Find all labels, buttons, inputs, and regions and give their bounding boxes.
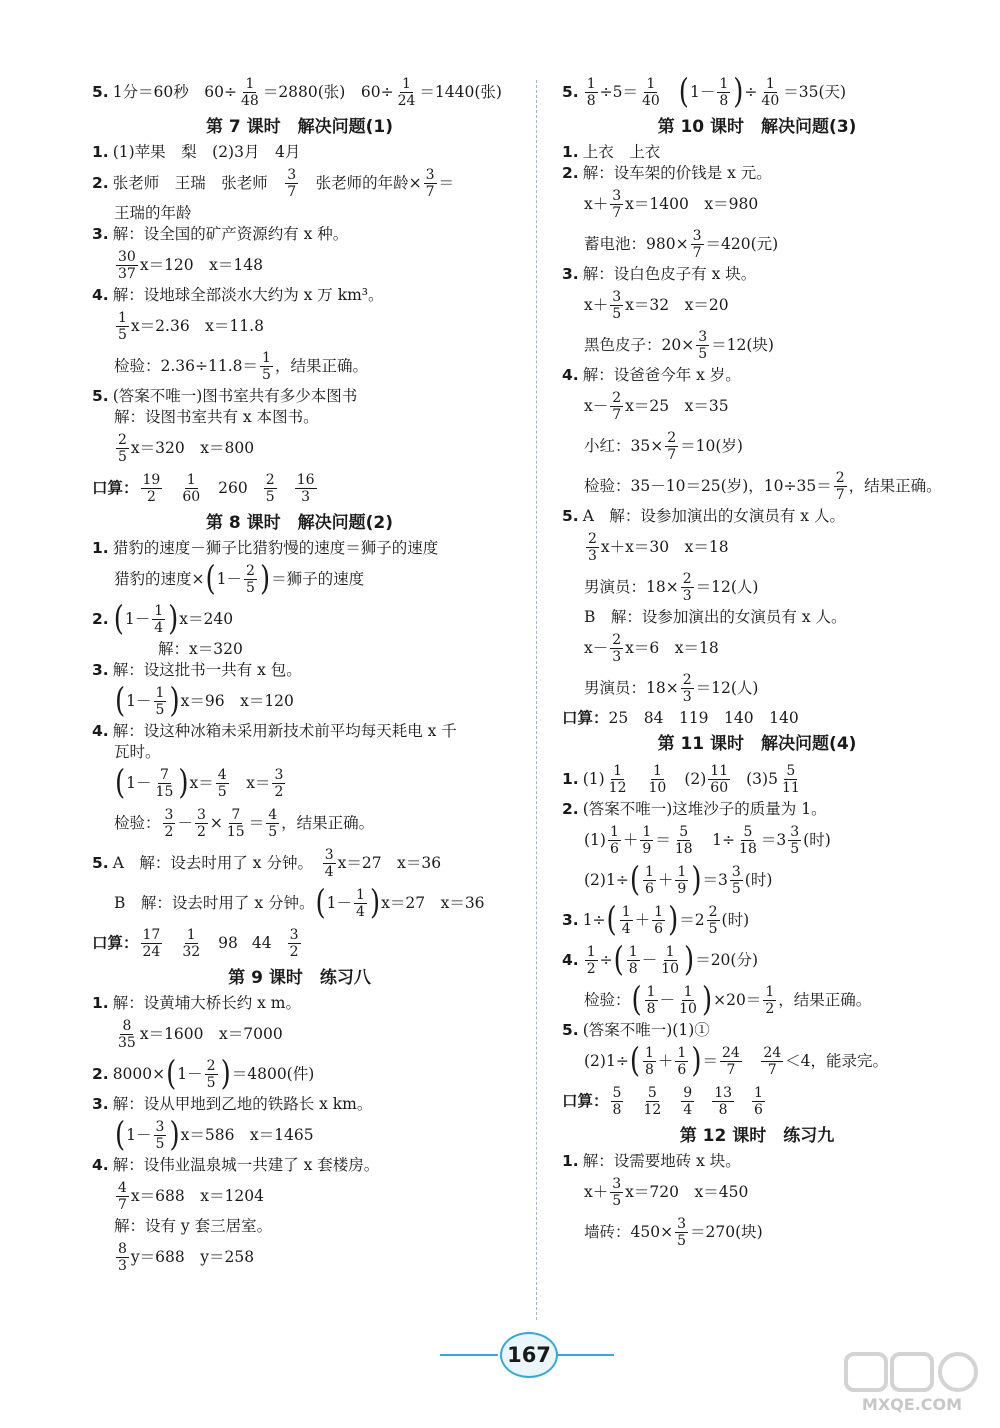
page-number: 167 (500, 1332, 558, 1378)
column-divider (536, 80, 537, 1320)
fraction: $\frac{2}{3}$ (682, 570, 692, 604)
fraction: $\frac{1}{40}$ (641, 75, 660, 109)
fraction: $\frac{3}{2}$ (196, 806, 206, 840)
fraction: $\frac{1}{12}$ (608, 762, 627, 796)
fraction: $\frac{3}{5}$ (731, 863, 741, 897)
equation: $\frac{8}{35}$ x＝1600 x＝7000 (118, 1017, 283, 1051)
fraction: $\frac{3}{2}$ (164, 806, 174, 840)
answer-5: 5. A 解：设参加演出的女演员有 x 人。 (562, 507, 845, 525)
fraction: $\frac{17}{24}$ (142, 926, 161, 960)
answer-1: 1. (1) $\frac{1}{12}$ $\frac{1}{10}$ (2) $\frac{11}{60}$ (3)5 $\frac{5}{11}$ (562, 762, 800, 796)
fraction: $\frac{1}{10}$ (679, 983, 697, 1017)
equation: (2)1÷ ( $\frac{1}{8}$ ＋ $\frac{1}{6}$ ) ＝ $\frac{24}{7}$ $\frac{24}{7}$ ＜4，能录完。 (584, 1041, 889, 1081)
fraction: $\frac{1}{5}$ (118, 309, 127, 343)
answer-5: 5. (答案不唯一)图书室共有多少本图书 (92, 387, 358, 405)
answer-4: 4. 解：设这种冰箱未采用新技术前平均每天耗电 x 千 (92, 722, 457, 740)
equation: (2)1÷ ( $\frac{1}{6}$ ＋ $\frac{1}{9}$ ) ＝3 $\frac{3}{5}$ (时) (584, 860, 773, 900)
fraction: $\frac{3}{4}$ (324, 846, 334, 880)
equation: x＋ $\frac{3}{5}$ x＝720 x＝450 (584, 1175, 749, 1209)
fraction: $\frac{16}{3}$ (296, 471, 315, 505)
fraction: $\frac{1}{10}$ (661, 943, 680, 977)
answer-1: 1. 解：设需要地砖 x 块。 (562, 1152, 741, 1170)
fraction: $\frac{2}{5}$ (246, 562, 255, 596)
equation: $\frac{4}{7}$ x＝688 x＝1204 (118, 1179, 264, 1213)
fraction: $\frac{1}{8}$ (586, 75, 596, 109)
equation: $\frac{8}{3}$ y＝688 y＝258 (118, 1240, 255, 1274)
answer-2: 2. 解：设车架的价钱是 x 元。 (562, 164, 772, 182)
fraction: $\frac{1}{4}$ (356, 886, 365, 920)
fraction: $\frac{5}{18}$ (674, 823, 693, 857)
fraction: $\frac{1}{48}$ (240, 75, 259, 109)
answer-3: 3. 解：设从甲地到乙地的铁路长 x km。 (92, 1095, 373, 1113)
equation: $\frac{1}{5}$ x＝2.36 x＝11.8 (118, 309, 264, 343)
fraction: $\frac{1}{10}$ (648, 762, 667, 796)
fraction: $\frac{11}{60}$ (710, 762, 729, 796)
check: 检验： ( $\frac{1}{8}$ － $\frac{1}{10}$ ) ×20＝ $\frac{1}{2}$ ，结果正确。 (584, 980, 872, 1020)
answer-2-continued: 王瑞的年龄 (114, 204, 192, 222)
equation: 小红：35× $\frac{2}{7}$ ＝10(岁) (584, 429, 743, 463)
fraction: $\frac{2}{5}$ (118, 431, 127, 465)
mental-math: 口算： 25 84 119 140 140 (562, 709, 799, 727)
right-column (562, 72, 952, 1252)
fraction: $\frac{1}{4}$ (621, 903, 631, 937)
equation: 蓄电池：980× $\frac{3}{7}$ ＝420(元) (584, 227, 779, 261)
answer-2: 2. 8000× ( 1－ $\frac{2}{5}$ ) ＝4800(件) (92, 1054, 315, 1094)
fraction: $\frac{8}{35}$ (118, 1017, 136, 1051)
left-column (92, 72, 507, 1277)
equation: x＋ $\frac{3}{5}$ x＝32 x＝20 (584, 288, 729, 322)
equation: (1) $\frac{1}{6}$ ＋ $\frac{1}{9}$ ＝ $\frac{5}{18}$ 1÷ $\frac{5}{18}$ ＝3 $\frac{3}{5}$ (时) (584, 823, 831, 857)
fraction: $\frac{13}{8}$ (714, 1084, 733, 1118)
check: 检验：2.36÷11.8＝ $\frac{1}{5}$ ，结果正确。 (114, 349, 368, 383)
fraction: $\frac{1}{8}$ (644, 1044, 654, 1078)
answer-5: 5. A 解：设去时用了 x 分钟。 $\frac{3}{4}$ x＝27 x＝36 (92, 846, 442, 880)
footer-line-left (440, 1354, 498, 1356)
fraction: $\frac{2}{3}$ (612, 631, 622, 665)
equation: 黑色皮子：20× $\frac{3}{5}$ ＝12(块) (584, 328, 774, 362)
answer-5-b: B 解：设去时用了 x 分钟。 ( 1－ $\frac{1}{4}$ ) x＝27 x＝36 (114, 883, 485, 923)
fraction: $\frac{24}{7}$ (763, 1044, 782, 1078)
equation: ( 1－ $\frac{3}{5}$ ) x＝586 x＝1465 (115, 1115, 314, 1155)
answer-3: 3. 解：设白色皮子有 x 块。 (562, 265, 757, 283)
answer-3: 3. 解：设全国的矿产资源约有 x 种。 (92, 225, 349, 243)
fraction: $\frac{5}{11}$ (781, 762, 800, 796)
fraction: $\frac{1}{8}$ (719, 75, 729, 109)
fraction: $\frac{2}{5}$ (265, 471, 275, 505)
equation: x－ $\frac{2}{3}$ x＝6 x＝18 (584, 631, 719, 665)
fraction: $\frac{1}{32}$ (182, 926, 201, 960)
solution: 解：设有 y 套三居室。 (114, 1217, 273, 1235)
fraction: $\frac{2}{7}$ (835, 469, 845, 503)
fraction: $\frac{3}{7}$ (692, 227, 702, 261)
answer-4: 4. 解：设伟业温泉城一共建了 x 套楼房。 (92, 1156, 380, 1174)
fraction: $\frac{2}{7}$ (612, 389, 622, 423)
equation: 男演员：18× $\frac{2}{3}$ ＝12(人) (584, 570, 759, 604)
fraction: $\frac{4}{5}$ (217, 766, 227, 800)
fraction: $\frac{3}{7}$ (287, 166, 297, 200)
fraction: $\frac{1}{2}$ (586, 943, 596, 977)
answer-4: 4. $\frac{1}{2}$ ÷ ( $\frac{1}{8}$ － $\frac{1}{10}$ ) ＝20(分) (562, 940, 759, 980)
fraction: $\frac{4}{5}$ (268, 806, 278, 840)
fraction: $\frac{1}{6}$ (609, 823, 619, 857)
fraction: $\frac{1}{24}$ (397, 75, 416, 109)
fraction: $\frac{1}{8}$ (628, 943, 638, 977)
check: 检验：35－10＝25(岁)，10÷35＝ $\frac{2}{7}$ ，结果正确。 (584, 469, 942, 503)
fraction: $\frac{1}{8}$ (646, 983, 656, 1017)
fraction: $\frac{3}{5}$ (155, 1118, 165, 1152)
equation: 男演员：18× $\frac{2}{3}$ ＝12(人) (584, 671, 759, 705)
answer-5: 5. 1分＝60秒 60÷ $\frac{1}{48}$ ＝2880(张) 60÷ $\frac{1}{24}$ ＝1440(张) (92, 75, 502, 109)
fraction: $\frac{2}{7}$ (667, 429, 677, 463)
section-title-lesson-11: 第 11 课时 解决问题(4) (657, 734, 857, 754)
answer-2: 2. 张老师 王瑞 张老师 $\frac{3}{7}$ 张老师的年龄× $\frac{3}{7}$ ＝ (92, 166, 455, 200)
answer-5: 5. $\frac{1}{8}$ ÷5＝ $\frac{1}{40}$ ( 1－ $\frac{1}{8}$ ) ÷ $\frac{1}{40}$ ＝35(天) (562, 72, 847, 112)
fraction: $\frac{7}{15}$ (155, 766, 174, 800)
fraction: $\frac{3}{2}$ (274, 766, 284, 800)
fraction: $\frac{5}{8}$ (612, 1084, 622, 1118)
fraction: $\frac{1}{6}$ (754, 1084, 763, 1118)
answer-4: 4. 解：设地球全部淡水大约为 x 万 km³。 (92, 286, 384, 304)
answer-1: 1. 猎豹的速度－狮子比猎豹慢的速度＝狮子的速度 (92, 539, 439, 557)
section-title-lesson-10: 第 10 课时 解决问题(3) (657, 117, 857, 137)
fraction: $\frac{30}{37}$ (118, 248, 136, 282)
answer-4-continued: 瓦时。 (114, 743, 161, 761)
answer-2: 2. (答案不唯一)这堆沙子的质量为 1。 (562, 800, 827, 818)
equation: x－ $\frac{2}{7}$ x＝25 x＝35 (584, 389, 729, 423)
fraction: $\frac{7}{15}$ (226, 806, 245, 840)
fraction: $\frac{3}{5}$ (612, 1175, 622, 1209)
fraction: $\frac{1}{40}$ (761, 75, 780, 109)
equation: $\frac{30}{37}$ x＝120 x＝148 (118, 248, 263, 282)
fraction: $\frac{24}{7}$ (722, 1044, 740, 1078)
equation: x＋ $\frac{3}{7}$ x＝1400 x＝980 (584, 187, 759, 221)
fraction: $\frac{1}{5}$ (262, 349, 271, 383)
fraction: $\frac{1}{5}$ (155, 684, 165, 718)
fraction: $\frac{8}{3}$ (118, 1240, 127, 1274)
solution: 解：x＝320 (158, 640, 243, 658)
fraction: $\frac{3}{5}$ (677, 1215, 686, 1249)
fraction: $\frac{3}{5}$ (698, 328, 708, 362)
check: 检验： $\frac{3}{2}$ － $\frac{3}{2}$ × $\frac{7}{15}$ ＝ $\frac{4}{5}$ ，结果正确。 (114, 806, 375, 840)
answer-3: 3. 1÷ ( $\frac{1}{4}$ ＋ $\frac{1}{6}$ ) ＝2 $\frac{2}{5}$ (时) (562, 900, 750, 940)
answer-3: 3. 解：设这批书一共有 x 包。 (92, 661, 302, 679)
fraction: $\frac{3}{5}$ (612, 288, 622, 322)
watermark-logo (842, 1350, 982, 1416)
fraction: $\frac{9}{4}$ (683, 1084, 693, 1118)
fraction: $\frac{3}{7}$ (425, 166, 435, 200)
section-title-lesson-7: 第 7 课时 解决问题(1) (205, 117, 394, 137)
fraction: $\frac{2}{5}$ (708, 903, 718, 937)
answer-4: 4. 解：设爸爸今年 x 岁。 (562, 366, 741, 384)
fraction: $\frac{1}{9}$ (642, 823, 652, 857)
section-title-lesson-9: 第 9 课时 练习八 (228, 968, 371, 988)
fraction: $\frac{3}{2}$ (289, 926, 299, 960)
fraction: $\frac{2}{3}$ (682, 671, 692, 705)
answer-1: 1. (1)苹果 梨 (2)3月 4月 (92, 143, 301, 161)
fraction: $\frac{2}{5}$ (206, 1057, 216, 1091)
fraction: $\frac{3}{5}$ (790, 823, 800, 857)
footer-line-right (556, 1354, 614, 1356)
answer-2: 2. ( 1－ $\frac{1}{4}$ ) x＝240 (92, 599, 234, 639)
fraction: $\frac{1}{6}$ (644, 863, 654, 897)
fraction: $\frac{1}{9}$ (677, 863, 687, 897)
equation: ( 1－ $\frac{7}{15}$ ) x＝ $\frac{4}{5}$ x＝ $\frac{3}{2}$ (115, 763, 284, 803)
equation: 猎豹的速度× ( 1－ $\frac{2}{5}$ ) ＝狮子的速度 (114, 559, 365, 599)
answer-5: 5. (答案不唯一)(1)① (562, 1021, 710, 1039)
answer-1: 1. 解：设黄埔大桥长约 x m。 (92, 994, 301, 1012)
mental-math: 口算： $\frac{19}{2}$ $\frac{1}{60}$ 260 $\frac{2}{5}$ $\frac{16}{3}$ (92, 471, 315, 505)
fraction: $\frac{1}{6}$ (654, 903, 664, 937)
answer-5-b: B 解：设参加演出的女演员有 x 人。 (584, 608, 847, 626)
fraction: $\frac{1}{60}$ (182, 471, 201, 505)
equation: $\frac{2}{5}$ x＝320 x＝800 (118, 431, 255, 465)
fraction: $\frac{1}{6}$ (677, 1044, 687, 1078)
fraction: $\frac{5}{18}$ (739, 823, 757, 857)
section-title-lesson-8: 第 8 课时 解决问题(2) (205, 513, 394, 533)
mental-math: 口算： $\frac{17}{24}$ $\frac{1}{32}$ 98 44 $\frac{3}{2}$ (92, 926, 299, 960)
equation: $\frac{2}{3}$ x＋x＝30 x＝18 (588, 530, 729, 564)
fraction: $\frac{4}{7}$ (118, 1179, 127, 1213)
fraction: $\frac{1}{4}$ (154, 602, 164, 636)
section-title-lesson-12: 第 12 课时 练习九 (679, 1126, 835, 1146)
watermark-url: MXQE.COM (861, 1395, 963, 1414)
solution: 解：设图书室共有 x 本图书。 (114, 408, 319, 426)
equation: 墙砖：450× $\frac{3}{5}$ ＝270(块) (584, 1215, 763, 1249)
fraction: $\frac{3}{7}$ (612, 187, 622, 221)
mental-math: 口算： $\frac{5}{8}$ $\frac{5}{12}$ $\frac{9}{4}$ $\frac{13}{8}$ $\frac{1}{6}$ (562, 1084, 763, 1118)
fraction: $\frac{5}{12}$ (643, 1084, 662, 1118)
fraction: $\frac{2}{3}$ (588, 530, 597, 564)
fraction: $\frac{19}{2}$ (142, 471, 161, 505)
equation: ( 1－ $\frac{1}{5}$ ) x＝96 x＝120 (115, 681, 294, 721)
answer-1: 1. 上衣 上衣 (562, 143, 661, 161)
fraction: $\frac{1}{2}$ (765, 983, 775, 1017)
